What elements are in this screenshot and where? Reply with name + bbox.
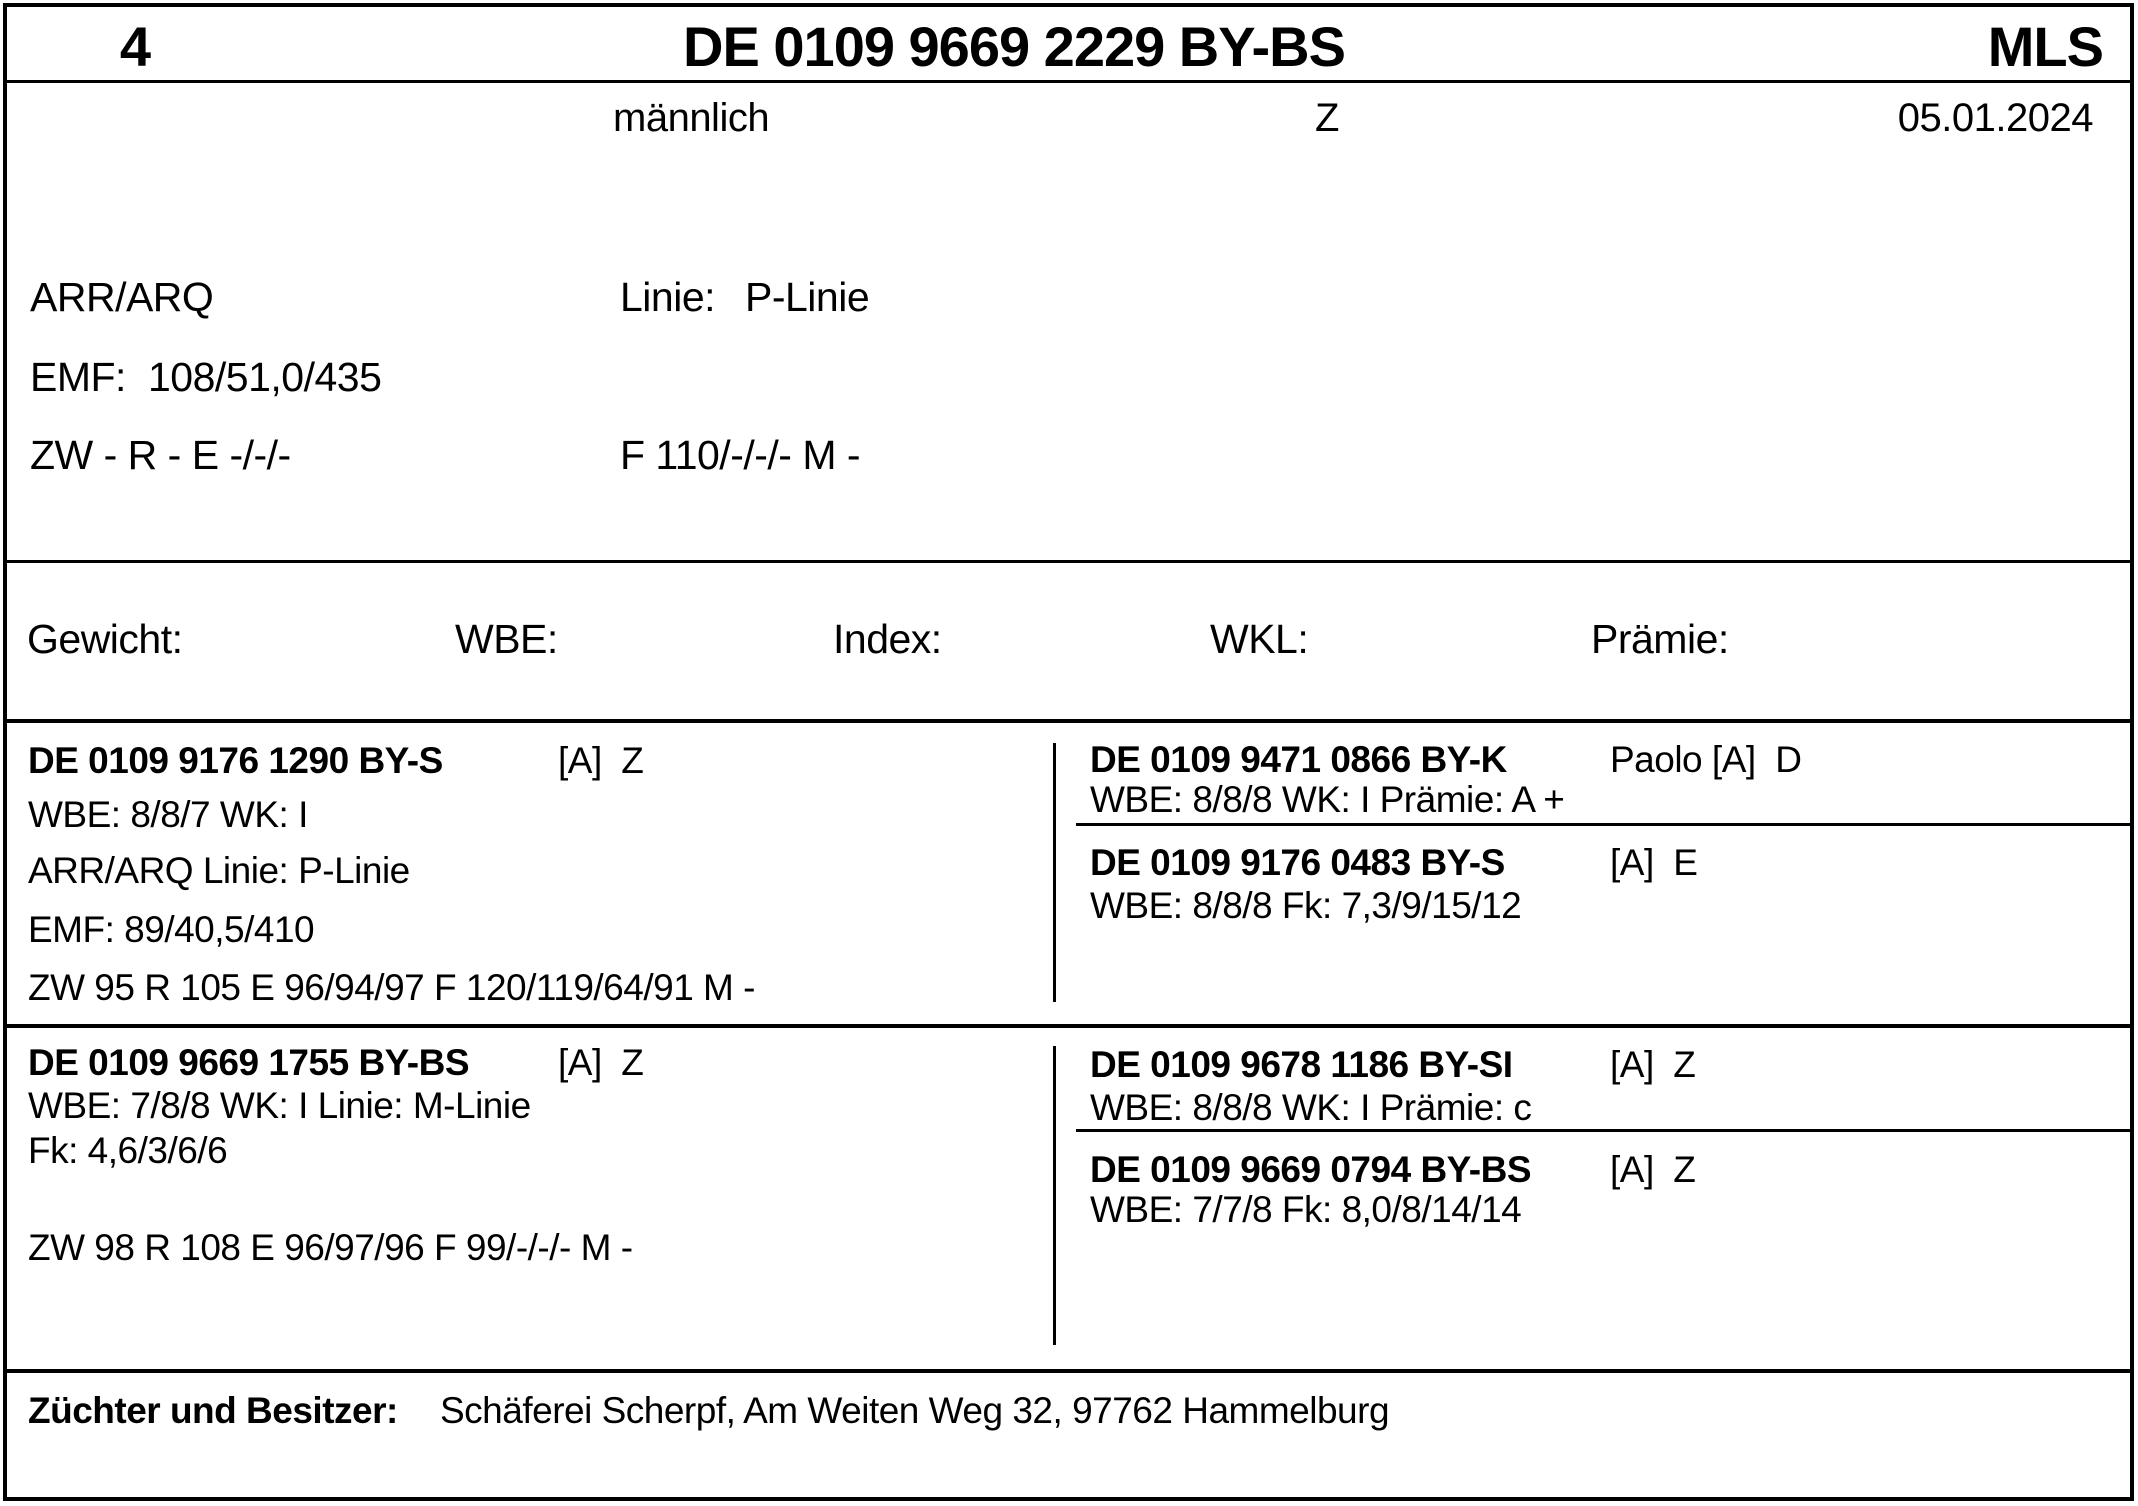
dam-fk-line: Fk: 4,6/3/6/6 <box>28 1130 228 1171</box>
emf-label: EMF: <box>30 354 126 400</box>
pedigree-row-divider <box>7 1024 2131 1028</box>
dam-ancestors-divider <box>1076 1129 2131 1132</box>
breed-code: MLS <box>1987 15 2103 78</box>
sire-emf-line: EMF: 89/40,5/410 <box>28 909 315 950</box>
breeder-owner-value: Schäferei Scherpf, Am Weiten Weg 32, 97762 Hammelburg <box>440 1390 1390 1431</box>
breeder-owner-label: Züchter und Besitzer: <box>28 1390 398 1431</box>
sex-value: männlich <box>613 96 770 140</box>
label-wbe: WBE: <box>455 616 558 662</box>
dam-dam-id: DE 0109 9669 0794 BY-BS <box>1090 1149 1532 1190</box>
sire-dam-annotation: [A] E <box>1610 842 1698 883</box>
dam-sire-id: DE 0109 9678 1186 BY-SI <box>1090 1044 1513 1085</box>
sire-wbe-line: WBE: 8/8/7 WK: I <box>28 794 308 835</box>
genotype-value: ARR/ARQ <box>30 274 214 320</box>
dam-sire-wbe-line: WBE: 8/8/8 WK: I Prämie: c <box>1090 1087 1532 1128</box>
sire-annotation: [A] Z <box>558 740 644 781</box>
sire-ancestors-divider <box>1076 823 2131 826</box>
dam-sire-annotation: [A] Z <box>1610 1044 1696 1085</box>
animal-id-title: DE 0109 9669 2229 BY-BS <box>683 15 1345 78</box>
header-divider <box>7 80 2131 83</box>
dam-wbe-line: WBE: 7/8/8 WK: I Linie: M-Linie <box>28 1085 531 1126</box>
usage-value: Z <box>1315 96 1339 140</box>
dam-dam-annotation: [A] Z <box>1610 1149 1696 1190</box>
top-section-divider <box>7 560 2131 563</box>
label-praemie: Prämie: <box>1591 616 1729 662</box>
birth-date: 05.01.2024 <box>1897 96 2093 140</box>
sire-sire-id: DE 0109 9471 0866 BY-K <box>1090 739 1507 780</box>
pedigree-column-divider-bottom <box>1053 1046 1056 1345</box>
zw-line: ZW - R - E -/-/- <box>30 432 291 478</box>
label-gewicht: Gewicht: <box>27 616 183 662</box>
dam-zw-line: ZW 98 R 108 E 96/97/96 F 99/-/-/- M - <box>28 1227 633 1268</box>
dam-dam-wbe-line: WBE: 7/7/8 Fk: 8,0/8/14/14 <box>1090 1189 1522 1230</box>
dam-annotation: [A] Z <box>558 1042 644 1083</box>
sire-dam-id: DE 0109 9176 0483 BY-S <box>1090 842 1505 883</box>
linie-value: P-Linie <box>745 274 870 320</box>
f-line: F 110/-/-/- M - <box>620 432 861 478</box>
sire-zw-line: ZW 95 R 105 E 96/94/97 F 120/119/64/91 M - <box>28 967 755 1008</box>
sire-sire-wbe-line: WBE: 8/8/8 WK: I Prämie: A + <box>1090 779 1565 820</box>
measure-row-divider <box>7 719 2131 723</box>
linie-label: Linie: <box>620 274 716 320</box>
dam-id: DE 0109 9669 1755 BY-BS <box>28 1042 470 1083</box>
pedigree-column-divider-top <box>1053 743 1056 1002</box>
label-wkl: WKL: <box>1210 616 1309 662</box>
label-index: Index: <box>833 616 942 662</box>
emf-value: 108/51,0/435 <box>148 354 382 400</box>
footer-divider <box>7 1369 2131 1373</box>
catalog-number: 4 <box>119 15 151 78</box>
sire-genotype-line: ARR/ARQ Linie: P-Linie <box>28 850 410 891</box>
sire-id: DE 0109 9176 1290 BY-S <box>28 740 443 781</box>
sire-dam-wbe-line: WBE: 8/8/8 Fk: 7,3/9/15/12 <box>1090 885 1522 926</box>
sire-sire-annotation: Paolo [A] D <box>1610 739 1802 780</box>
